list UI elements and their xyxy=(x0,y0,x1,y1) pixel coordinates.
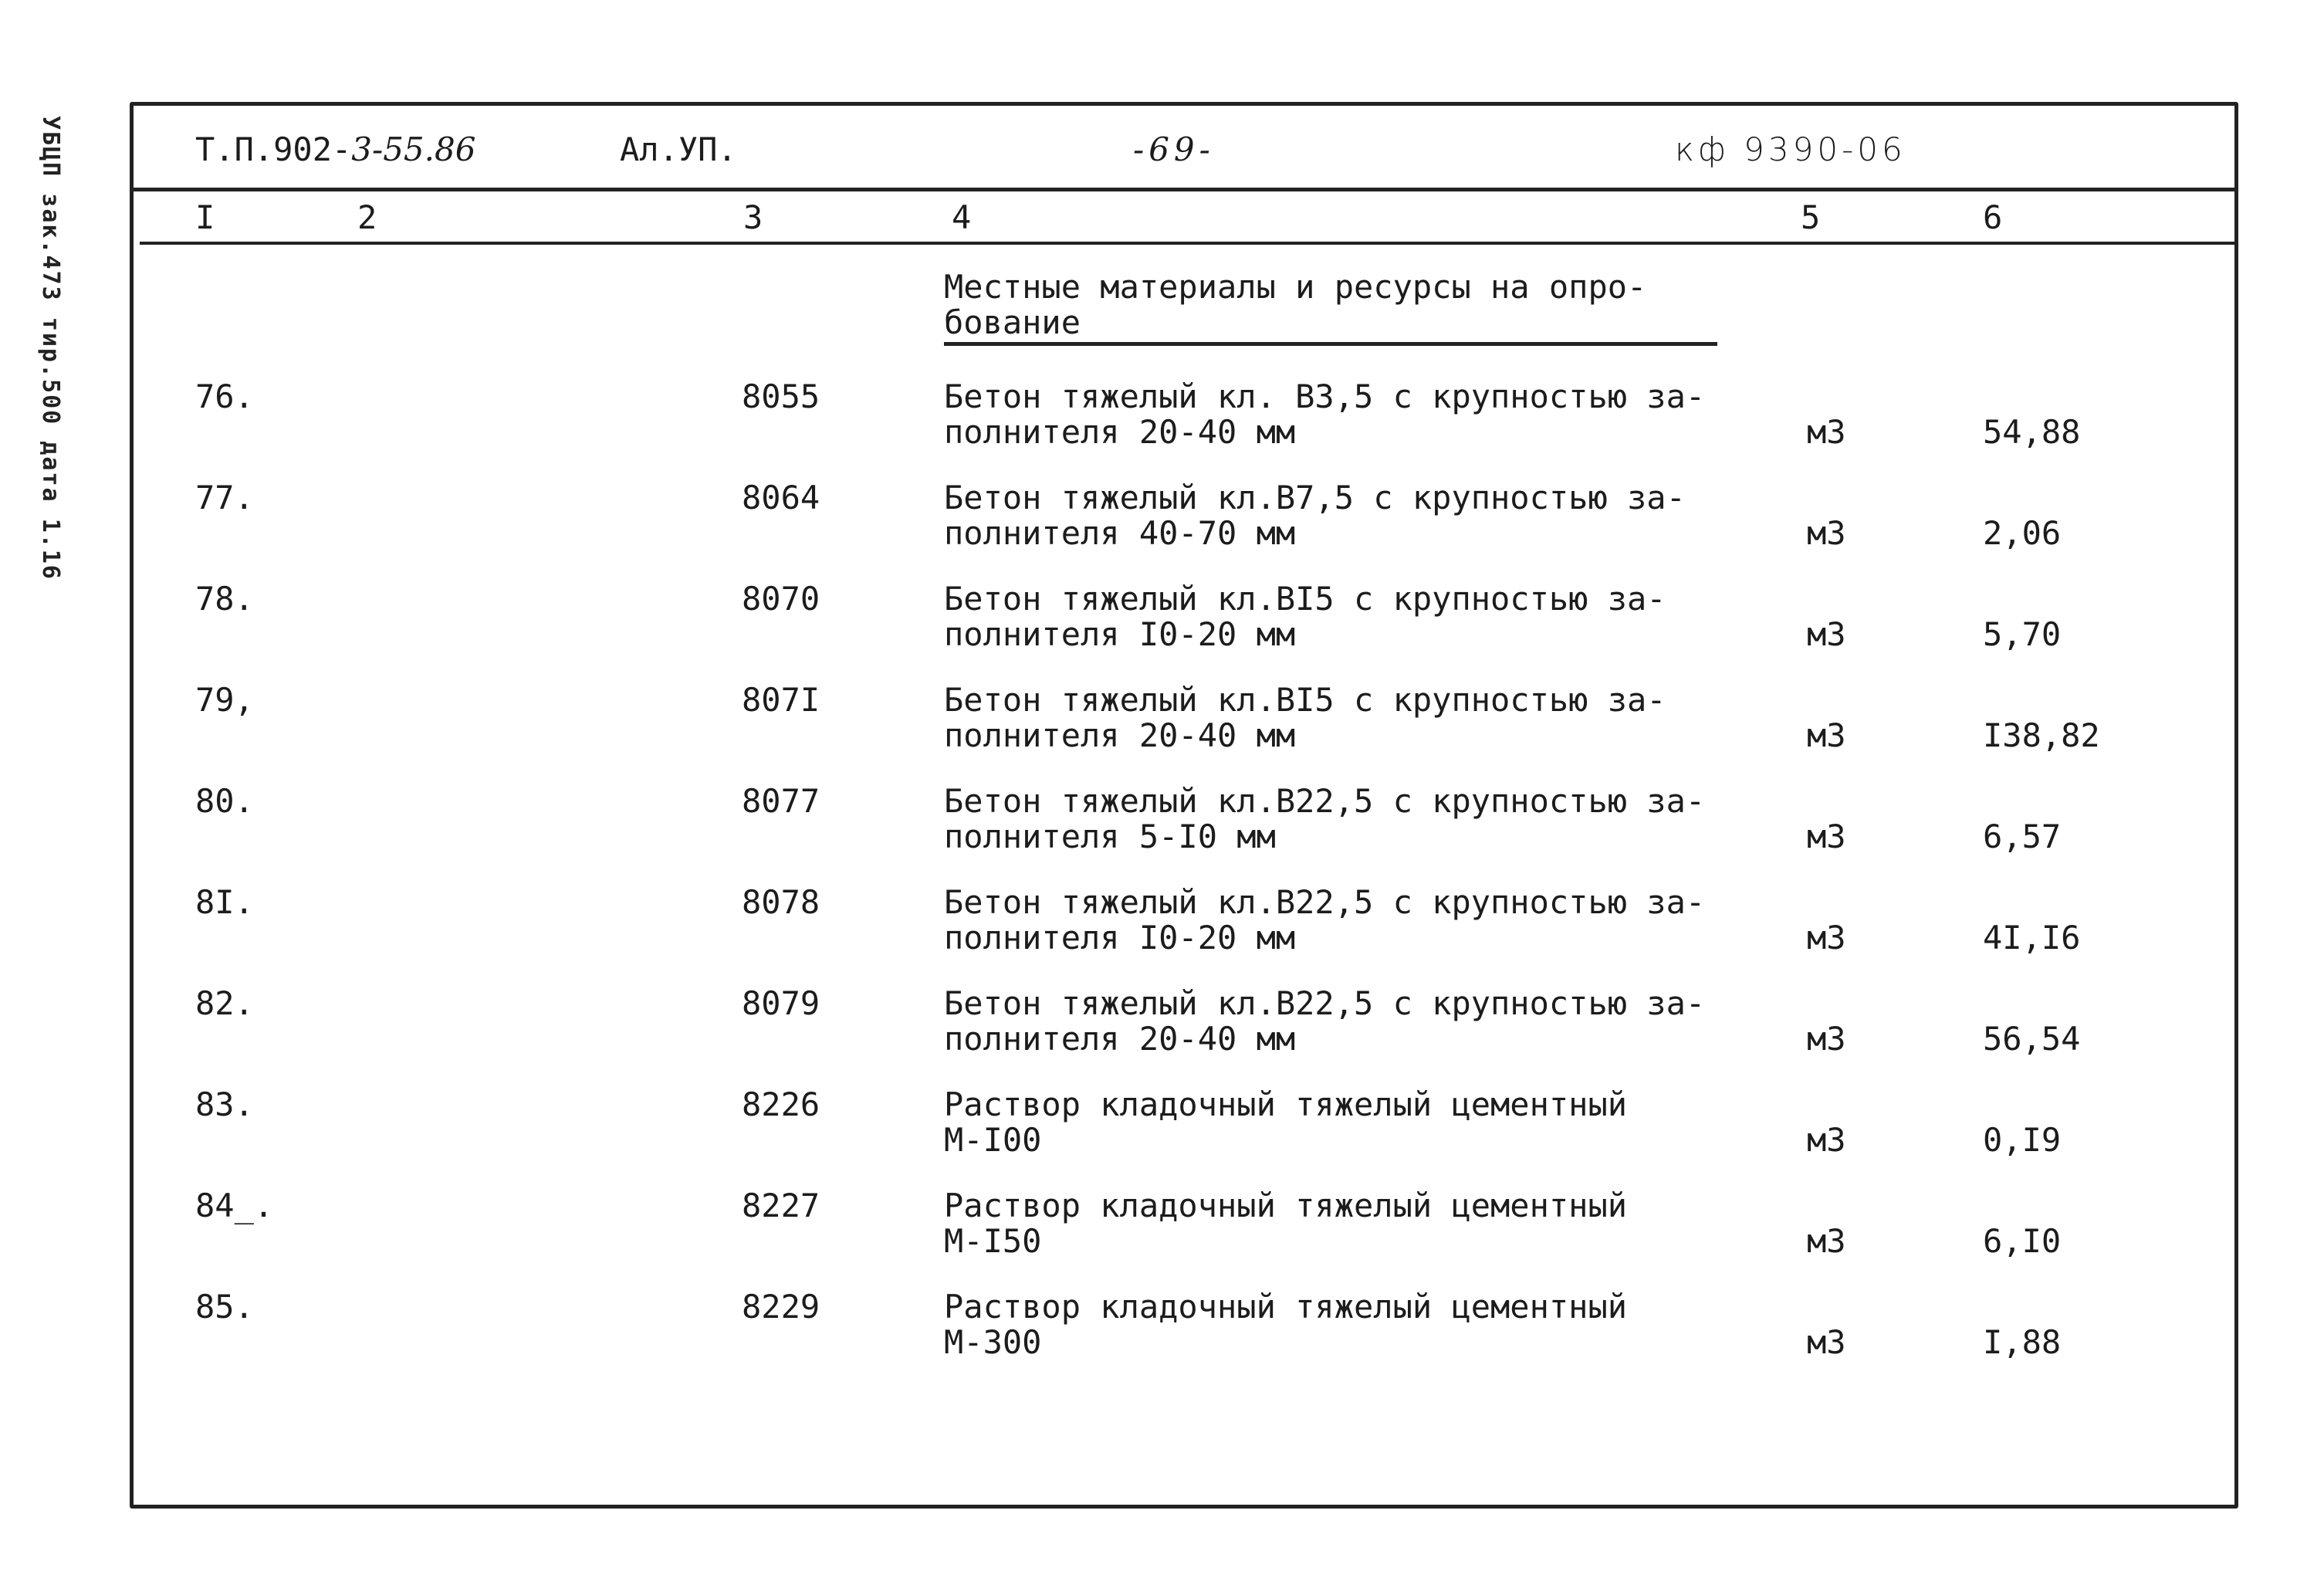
description-line-1: Раствор кладочный тяжелый цементный xyxy=(944,1085,1628,1123)
description-line-1: Бетон тяжелый кл. В3,5 с крупностью за- xyxy=(944,378,1706,415)
album-number: Ал.УП. xyxy=(620,130,737,168)
description-line-2: полнителя 5-I0 мм xyxy=(944,818,1276,855)
table-frame xyxy=(130,102,2238,1509)
row-number: 85. xyxy=(195,1288,254,1326)
quantity: 6,57 xyxy=(1983,818,2062,855)
resource-description xyxy=(944,379,1705,450)
description-line-1: Бетон тяжелый кл.В22,5 с крупностью за- xyxy=(944,984,1706,1022)
column-number-2: 2 xyxy=(357,198,377,236)
resource-code: 8078 xyxy=(742,883,820,921)
unit: м3 xyxy=(1807,615,1846,653)
section-title-underline xyxy=(944,342,1717,346)
description-line-1: Раствор кладочный тяжелый цементный xyxy=(944,1288,1628,1326)
unit: м3 xyxy=(1807,413,1846,451)
resource-description xyxy=(944,784,1705,855)
table-row xyxy=(134,1078,2234,1179)
quantity: I,88 xyxy=(1983,1323,2062,1361)
table-row xyxy=(134,471,2234,572)
table-row xyxy=(134,673,2234,774)
document-code-prefix: Т.П.902- xyxy=(195,130,352,168)
section-title-line-1: Местные материалы и ресурсы на опро- xyxy=(944,268,1647,306)
resource-code: 8229 xyxy=(742,1288,820,1326)
resource-code: 8070 xyxy=(742,580,820,618)
resource-description xyxy=(944,682,1666,753)
column-number-3: 3 xyxy=(743,198,763,236)
description-line-2: полнителя 40-70 мм xyxy=(944,514,1296,552)
table-row xyxy=(134,1179,2234,1280)
resource-description xyxy=(944,1087,1627,1158)
row-number: 79, xyxy=(195,681,254,719)
description-line-1: Раствор кладочный тяжелый цементный xyxy=(944,1187,1628,1224)
quantity: 4I,I6 xyxy=(1983,919,2081,957)
resource-code: 8079 xyxy=(742,984,820,1022)
reference-code: кф 9390-06 xyxy=(1675,130,1906,168)
unit: м3 xyxy=(1807,818,1846,855)
column-number-4: 4 xyxy=(952,198,972,236)
quantity: 0,I9 xyxy=(1983,1121,2062,1159)
resource-code: 8077 xyxy=(742,782,820,820)
unit: м3 xyxy=(1807,919,1846,957)
description-line-2: полнителя 20-40 мм xyxy=(944,716,1296,754)
header-divider xyxy=(134,188,2234,191)
section-title xyxy=(944,269,1646,340)
resource-code: 8055 xyxy=(742,378,820,415)
resource-description xyxy=(944,581,1666,652)
unit: м3 xyxy=(1807,1020,1846,1058)
row-number: 78. xyxy=(195,580,254,618)
description-line-2: полнителя I0-20 мм xyxy=(944,615,1296,653)
resource-code: 8226 xyxy=(742,1085,820,1123)
description-line-2: полнителя I0-20 мм xyxy=(944,919,1296,957)
quantity: 5,70 xyxy=(1983,615,2062,653)
description-line-2: М-300 xyxy=(944,1323,1042,1361)
resource-code: 8227 xyxy=(742,1187,820,1224)
description-line-2: М-I50 xyxy=(944,1222,1042,1260)
column-number-5: 5 xyxy=(1801,198,1821,236)
table-row xyxy=(134,774,2234,875)
row-number: 84_. xyxy=(195,1187,274,1224)
resource-description xyxy=(944,885,1705,956)
document-code xyxy=(195,130,475,168)
unit: м3 xyxy=(1807,1222,1846,1260)
quantity: 54,88 xyxy=(1983,413,2081,451)
quantity: I38,82 xyxy=(1983,716,2100,754)
description-line-1: Бетон тяжелый кл.В22,5 с крупностью за- xyxy=(944,883,1706,921)
quantity: 6,I0 xyxy=(1983,1222,2062,1260)
section-title-line-2: бование xyxy=(944,303,1081,341)
unit: м3 xyxy=(1807,1323,1846,1361)
description-line-1: Бетон тяжелый кл.BI5 с крупностью за- xyxy=(944,580,1666,618)
resource-description xyxy=(944,480,1686,551)
description-line-1: Бетон тяжелый кл.В7,5 с крупностью за- xyxy=(944,479,1686,516)
table-row xyxy=(134,572,2234,673)
description-line-1: Бетон тяжелый кл.В22,5 с крупностью за- xyxy=(944,782,1706,820)
row-number: 80. xyxy=(195,782,254,820)
row-number: 8I. xyxy=(195,883,254,921)
resource-code: 807I xyxy=(742,681,820,719)
row-number: 83. xyxy=(195,1085,254,1123)
print-stamp: УБЦП зак.473 тир.500 дата 1.16 xyxy=(37,116,64,581)
description-line-2: полнителя 20-40 мм xyxy=(944,1020,1296,1058)
quantity: 56,54 xyxy=(1983,1020,2081,1058)
table-body xyxy=(134,370,2234,1381)
quantity: 2,06 xyxy=(1983,514,2062,552)
column-number-1: I xyxy=(195,198,215,236)
column-number-divider xyxy=(140,242,2234,245)
resource-description xyxy=(944,1289,1627,1360)
resource-description xyxy=(944,986,1705,1057)
column-number-6: 6 xyxy=(1983,198,2003,236)
table-row xyxy=(134,1280,2234,1381)
table-row xyxy=(134,977,2234,1078)
description-line-1: Бетон тяжелый кл.BI5 с крупностью за- xyxy=(944,681,1666,719)
unit: м3 xyxy=(1807,1121,1846,1159)
document-code-suffix: 3-55.86 xyxy=(351,130,476,168)
unit: м3 xyxy=(1807,716,1846,754)
row-number: 77. xyxy=(195,479,254,516)
resource-description xyxy=(944,1188,1627,1259)
row-number: 76. xyxy=(195,378,254,415)
description-line-2: М-I00 xyxy=(944,1121,1042,1159)
table-row xyxy=(134,875,2234,977)
resource-code: 8064 xyxy=(742,479,820,516)
page-number: -69- xyxy=(1133,130,1215,168)
row-number: 82. xyxy=(195,984,254,1022)
description-line-2: полнителя 20-40 мм xyxy=(944,413,1296,451)
unit: м3 xyxy=(1807,514,1846,552)
table-row xyxy=(134,370,2234,471)
